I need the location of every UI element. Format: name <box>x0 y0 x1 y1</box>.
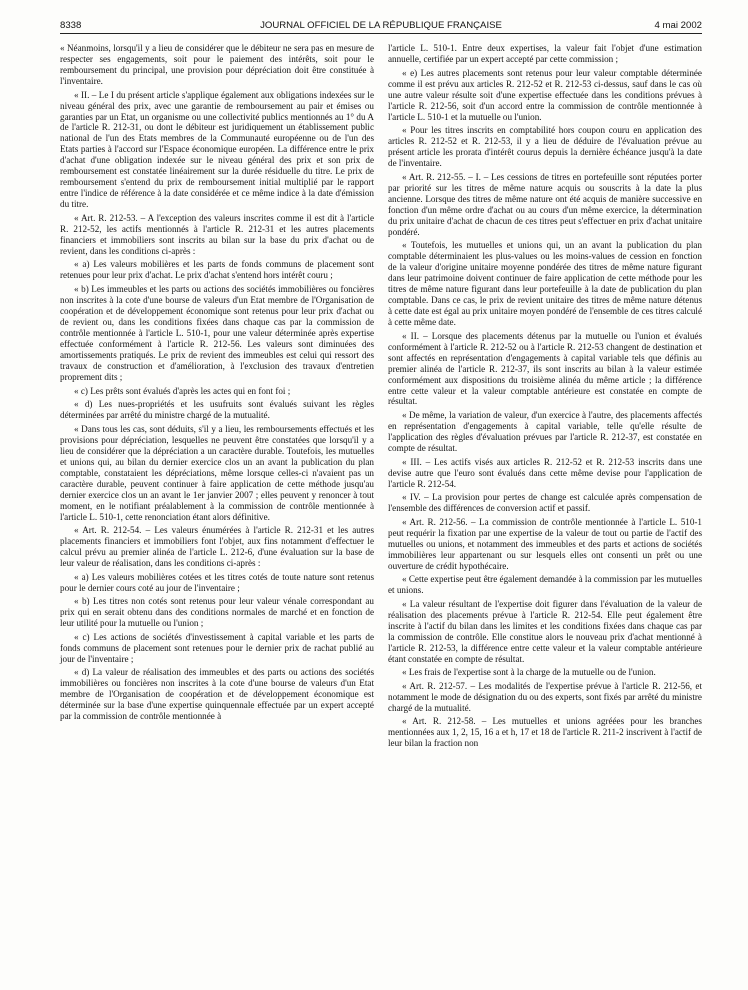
paragraph: « d) La valeur de réalisation des immeubles et des parts ou actions des sociétés immobilières ou foncières non inscrites à la cote d'une bourse de valeurs d'un Etat membre de l'Organisation de coopération et de développement économique est déterminée sur la base d'une expertise quinquennale effectuée par un expert accepté par la commission de contrôle mentionnée à <box>60 667 374 722</box>
paragraph: « Art. R. 212-54. – Les valeurs énumérées à l'article R. 212-31 et les autres placements financiers et immobiliers font l'objet, aux fins notamment d'effectuer le calcul prévu au premier alinéa de l'article L. 212-6, d'une évaluation sur la base de leur valeur de réalisation, dans les conditions ci-après : <box>60 525 374 569</box>
paragraph: « IV. – La provision pour pertes de change est calculée après compensation de l'ensemble des différences de conversion actif et passif. <box>388 492 702 514</box>
paragraph: « Art. R. 212-57. – Les modalités de l'expertise prévue à l'article R. 212-56, et notamment le mode de désignation du ou des experts, sont fixés par arrêté du ministre chargé de la mutualité. <box>388 680 702 713</box>
right-column <box>388 43 702 752</box>
paragraph: « La valeur résultant de l'expertise doit figurer dans l'évaluation de la valeur de réalisation des placements prévue à l'article R. 212-54. Elle peut également être inscrite à l'actif du bilan dans les limites et les conditions fixées dans chaque cas par la commission de contrôle. Elle constitue alors le nouveau prix d'achat mentionné à l'article R. 212-53, la différence entre cette valeur et la valeur comptable antérieure étant constatée en compte de résultat. <box>388 598 702 664</box>
paragraph: « a) Les valeurs mobilières et les parts de fonds communs de placement sont retenues pour leur prix d'achat. Le prix d'achat s'entend hors intérêt couru ; <box>60 259 374 281</box>
paragraph: « Pour les titres inscrits en comptabilité hors coupon couru en application des articles R. 212-52 et R. 212-53, il y a lieu de déduire de l'évaluation prévue au présent article les prorata d'intérêt courus depuis la dernière échéance jusqu'à la date de l'inventaire. <box>388 125 702 169</box>
paragraph: « III. – Les actifs visés aux articles R. 212-52 et R. 212-53 inscrits dans une devise autre que l'euro sont évalués dans cette même devise pour l'application de l'article R. 212-54. <box>388 456 702 489</box>
paragraph: « Néanmoins, lorsqu'il y a lieu de considérer que le débiteur ne sera pas en mesure de respecter ses engagements, soit pour le paiement des intérêts, soit pour le remboursement du principal, une provision pour dépréciation doit être constituée à l'inventaire. <box>60 43 374 86</box>
paragraph: « Dans tous les cas, sont déduits, s'il y a lieu, les remboursements effectués et les provisions pour dépréciation, lesquelles ne peuvent être constatées que lorsqu'il y a lieu de considérer que la dépréciation a un caractère durable. Toutefois, les mutuelles et unions qui, au bilan du dernier exercice clos un an avant la publication du plan comptable, constataient les dépréciations, même lorsque celles-ci n'avaient pas un caractère durable, peuvent continuer à faire application de cette méthode jusqu'au dernier exercice clos un an avant le 1er janvier 2007 ; elles peuvent y renoncer à tout moment, en le notifiant préalablement à la commission de contrôle mentionnée à l'article L. 510-1, cette renonciation étant alors définitive. <box>60 423 374 522</box>
paragraph: « c) Les prêts sont évalués d'après les actes qui en font foi ; <box>74 385 291 396</box>
paragraph: « b) Les titres non cotés sont retenus pour leur valeur vénale correspondant au prix qui en serait obtenu dans des conditions normales de marché et en fonction de leur utilité pour la mutuelle ou l'union ; <box>60 596 374 629</box>
paragraph: « e) Les autres placements sont retenus pour leur valeur comptable déterminée comme il est prévu aux articles R. 212-52 et R. 212-53 ci-dessus, sauf dans le cas où une autre valeur résulte soit d'une expertise effectuée dans les conditions prévues à l'article R. 212-56, soit d'un accord entre la commission de contrôle mentionnée à l'article L. 510-1 et la mutuelle ou l'union. <box>388 67 702 122</box>
header-rule <box>60 33 702 34</box>
paragraph: « Toutefois, les mutuelles et unions qui, un an avant la publication du plan comptable déterminaient les plus-values ou les moins-values de cession en fonction de la valeur d'origine unitaire moyenne pondérée des titres de même nature figurant dans leur patrimoine doivent continuer de faire application de cette méthode pour les titres de même nature figurant dans leur portefeuille à la date de publication du plan comptable. Dans ce cas, le prix de revient unitaire des titres de même nature détenus à cette date est égal au prix unitaire moyen pondéré de l'ensemble de ces titres calculé à cette même date. <box>388 240 702 327</box>
paragraph: « d) Les nues-propriétés et les usufruits sont évalués suivant les règles déterminées par arrêté du ministre chargé de la mutualité. <box>60 399 374 421</box>
paragraph: « II. – Lorsque des placements détenus par la mutuelle ou l'union et évalués conformément à l'article R. 212-52 ou à l'article R. 212-53 changent de destination et sont affectés en représentation d'engagements à capital variable tels que définis au premier alinéa de l'article R. 212-37, ils sont inscrits au bilan à la valeur estimée conformément aux dispositions du troisième alinéa du même article ; la différence entre cette valeur et la valeur comptable antérieure est constatée en compte de résultat. <box>388 330 702 407</box>
paragraph: « a) Les valeurs mobilières cotées et les titres cotés de toute nature sont retenus pour le dernier cours coté au jour de l'inventaire ; <box>60 571 374 593</box>
paragraph: « Art. R. 212-58. – Les mutuelles et unions agréées pour les branches mentionnées aux 1, 2, 15, 16 a et h, 17 et 18 de l'article R. 211-2 inscrivent à l'actif de leur bilan la fraction non <box>388 716 702 749</box>
paragraph: « c) Les actions de sociétés d'investissement à capital variable et les parts de fonds communs de placement sont retenues pour le dernier prix de rachat publié au jour de l'inventaire ; <box>60 631 374 664</box>
left-column <box>60 43 374 725</box>
paragraph: l'article L. 510-1. Entre deux expertises, la valeur fait l'objet d'une estimation annuelle, certifiée par un expert accepté par cette commission ; <box>388 43 702 64</box>
paragraph: « De même, la variation de valeur, d'un exercice à l'autre, des placements affectés en représentation d'engagements à capital variable, telle qu'elle résulte de l'application des règles d'évaluation prévues par l'article R. 212-37, est constatée en compte de résultat. <box>388 410 702 454</box>
paragraph: « II. – Le I du présent article s'applique également aux obligations indexées sur le niveau général des prix, avec une garantie de remboursement au pair et émises ou garanties par un Etat, un organisme ou une collectivité publics mentionnés au 1° du A de l'article R. 212-31, ou dont le débiteur est juridiquement un établissement public national de l'un des Etats membres de la Communauté européenne ou de l'un des Etats parties à l'accord sur l'Espace économique européen. La différence entre le prix d'achat d'une obligation indexée sur le niveau général des prix et son prix de remboursement est constatée linéairement sur la durée résiduelle du titre. Le prix de remboursement s'entend du prix de remboursement initial multiplié par le rapport entre l'indice de référence à la date considérée et ce même indice à la date d'émission du titre. <box>60 89 374 210</box>
publication-date: 4 mai 2002 <box>654 20 702 31</box>
page-number: 8338 <box>60 20 82 31</box>
paragraph: « b) Les immeubles et les parts ou actions des sociétés immobilières ou foncières non inscrites à la cote d'une bourse de valeurs d'un Etat membre de l'Organisation de coopération et de développement économique sont retenus pour leur prix d'achat ou de revient ou, dans les conditions fixées dans chaque cas par la commission de contrôle mentionnée à l'article L. 510-1, pour une valeur déterminée après expertise effectuée conformément à l'article R. 212-56. Les valeurs sont diminuées des amortissements pratiqués. Le prix de revient des immeubles est celui qui ressort des travaux de construction et d'amélioration, à l'exclusion des travaux d'entretien proprement dits ; <box>60 284 374 382</box>
paragraph: « Art. R. 212-56. – La commission de contrôle mentionnée à l'article L. 510-1 peut requérir la fixation par une expertise de la valeur de tout ou partie de l'actif des mutuelles ou unions, et notamment des immeubles et des parts et actions de sociétés immobilières leur appartenant ou sur lesquels elles ont consenti un prêt ou une ouverture de crédit hypothécaire. <box>388 516 702 571</box>
paragraph: « Cette expertise peut être également demandée à la commission par les mutuelles et unions. <box>388 574 703 596</box>
paragraph: « Art. R. 212-53. – A l'exception des valeurs inscrites comme il est dit à l'article R. 212-52, les actifs mentionnés à l'article R. 212-31 et les autres placements financiers et immobiliers sont inscrits au bilan sur la base du prix d'achat ou de revient, dans les conditions ci-après : <box>60 212 374 256</box>
paragraph: « Les frais de l'expertise sont à la charge de la mutuelle ou de l'union. <box>402 667 656 678</box>
paragraph: « Art. R. 212-55. – I. – Les cessions de titres en portefeuille sont réputées porter par priorité sur les titres de même nature acquis ou souscrits à la date la plus ancienne. Lorsque des titres de même nature ont été acquis de manière successive en fonction d'un même ordre d'achat ou au cours d'un même exercice, la détermination du prix unitaire d'achat de chacun de ces titres peut s'effectuer en prix d'achat unitaire pondéré. <box>388 171 702 237</box>
journal-title: JOURNAL OFFICIEL DE LA RÉPUBLIQUE FRANÇAISE <box>260 20 502 31</box>
